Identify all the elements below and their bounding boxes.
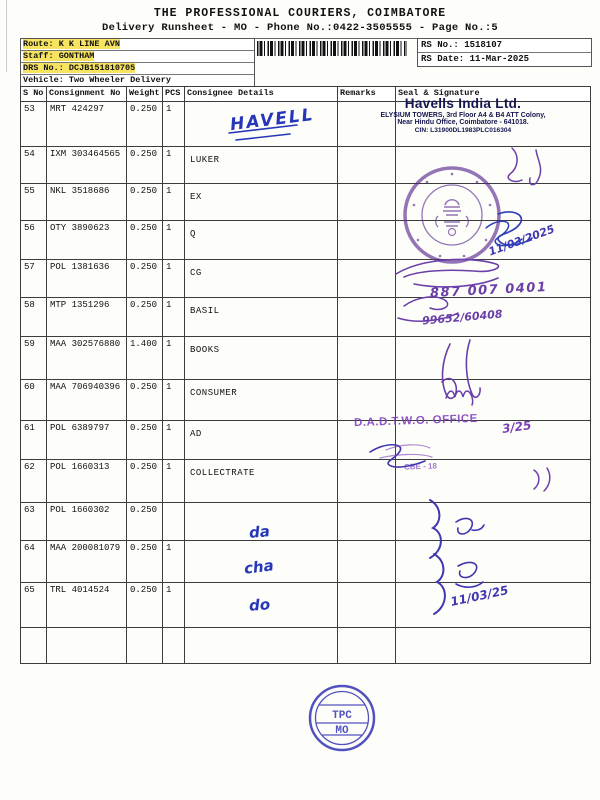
cell-consignee [185,102,338,147]
cell-weight: 1.400 [127,337,163,380]
handwritten-note-da: da [248,522,271,542]
handwritten-consignee-havell: HAVELL [229,104,316,136]
col-header-seal: Seal & Signature [396,87,591,102]
table-header-row [21,87,591,102]
company-title: THE PROFESSIONAL COURIERS, COIMBATORE [153,7,447,20]
cell-weight: 0.250 [127,421,163,460]
drs-line [21,62,254,74]
cell-sno: 56 [21,221,47,260]
cell-sno: 64 [21,541,47,583]
cell-consignment: POL 6389797 [47,421,127,460]
cell-consignment: MTP 1351296 [47,298,127,337]
cell-consignee [185,628,338,664]
col-header-remarks: Remarks [338,87,396,102]
cell-weight: 0.250 [127,541,163,583]
cell-consignment: POL 1660313 [47,460,127,503]
runsheet-subtitle: Delivery Runsheet - MO - Phone No.:0422-3505555 - Page No.:5 [101,22,499,34]
cell-consignee [185,541,338,583]
handwritten-note-cha: cha [243,556,275,578]
staff-line [21,50,254,62]
table-row [21,298,591,337]
office-stamp-line1: D.A.D.T.W.O. OFFICE [353,412,479,430]
cell-pcs: 1 [163,221,185,260]
cell-sno: 62 [21,460,47,503]
cell-pcs: 1 [163,380,185,421]
cell-consignee: Q [185,221,338,260]
cell-weight: 0.250 [127,503,163,541]
cell-consignee [185,503,338,541]
cell-pcs [163,628,185,664]
vehicle-label: Vehicle: Two Wheeler Delivery [23,75,171,85]
cell-seal [396,221,591,260]
cell-pcs: 1 [163,147,185,184]
cell-remarks [338,503,396,541]
cell-weight: 0.250 [127,583,163,628]
cell-pcs [163,503,185,541]
havells-stamp-cin: CIN: L31900DL1983PLC016304 [414,127,512,135]
cell-weight: 0.250 [127,460,163,503]
havells-stamp-name: Havells India Ltd. [404,96,522,111]
col-header-sno: S No [21,87,47,102]
cell-consignment: POL 1660302 [47,503,127,541]
cell-weight [127,628,163,664]
cell-sno: 53 [21,102,47,147]
col-header-consignee: Consignee Details [185,87,338,102]
table-row [21,380,591,421]
table-row [21,102,591,147]
cell-pcs: 1 [163,583,185,628]
cell-seal [396,541,591,583]
cell-sno [21,628,47,664]
cell-sno: 63 [21,503,47,541]
cell-pcs: 1 [163,184,185,221]
table-row [21,503,591,541]
cell-consignment: POL 1381636 [47,260,127,298]
route-label: Route: K K LINE AVN [23,39,120,49]
col-header-weight: Weight [127,87,163,102]
rs-date: RS Date: 11-Mar-2025 [418,52,591,66]
cell-weight: 0.250 [127,380,163,421]
cell-sno: 65 [21,583,47,628]
cell-sno: 59 [21,337,47,380]
barcode [257,41,407,56]
cell-remarks [338,184,396,221]
tpc-mo-stamp [310,686,374,750]
cell-remarks [338,583,396,628]
cell-sno: 61 [21,421,47,460]
cell-sno: 57 [21,260,47,298]
handwritten-note-do: do [248,595,271,615]
route-line [21,39,254,50]
cell-seal [396,102,591,147]
cell-consignment: TRL 4014524 [47,583,127,628]
table-row [21,460,591,503]
handwritten-fraction: 3/25 [501,418,533,436]
cell-remarks [338,421,396,460]
cell-consignment: NKL 3518686 [47,184,127,221]
cell-remarks [338,260,396,298]
col-header-pcs: PCS [163,87,185,102]
cell-remarks [338,147,396,184]
cell-seal [396,147,591,184]
cell-consignee: EX [185,184,338,221]
rs-info-box [417,38,592,67]
drs-number-label: DRS No.: DCJB151810705 [23,63,136,73]
table-row [21,421,591,460]
cell-consignee: CONSUMER [185,380,338,421]
cell-remarks [338,102,396,147]
table-row [21,260,591,298]
route-info-box [20,38,255,87]
cell-remarks [338,221,396,260]
table-row [21,541,591,583]
cell-consignment: MAA 200081079 [47,541,127,583]
cell-remarks [338,541,396,583]
tpc-stamp-top-label: TPC [332,710,352,722]
cell-pcs: 1 [163,260,185,298]
cell-pcs: 1 [163,421,185,460]
cell-pcs: 1 [163,337,185,380]
cell-remarks [338,380,396,421]
cell-seal [396,583,591,628]
cell-consignee: AD [185,421,338,460]
cell-consignee: CG [185,260,338,298]
cell-remarks [338,460,396,503]
cell-weight: 0.250 [127,298,163,337]
handwritten-phone: 887 007 0401 [429,279,548,302]
cell-pcs: 1 [163,298,185,337]
cell-consignment: MAA 302576880 [47,337,127,380]
cell-seal [396,503,591,541]
havells-stamp-address2: Near Hindu Office, Coimbatore - 641018. [397,119,529,127]
table-row [21,221,591,260]
table-row [21,337,591,380]
table-row [21,583,591,628]
staff-label: Staff: GONTHAM [23,51,95,61]
cell-sno: 55 [21,184,47,221]
cell-sno: 60 [21,380,47,421]
cell-pcs: 1 [163,541,185,583]
cell-consignee: BOOKS [185,337,338,380]
cell-seal [396,298,591,337]
cell-sno: 58 [21,298,47,337]
cell-weight: 0.250 [127,221,163,260]
handwritten-date-lower: 11/03/25 [449,583,510,609]
cell-weight: 0.250 [127,184,163,221]
cell-consignee: BASIL [185,298,338,337]
cell-remarks [338,337,396,380]
handwritten-date-upper: 11/03/2025 [486,222,557,259]
handwritten-number: 99652/60408 [421,307,503,328]
cell-pcs: 1 [163,460,185,503]
havells-stamp-address1: ELYSIUM TOWERS, 3rd Floor A4 & B4 ATT Colony, [380,111,546,119]
cell-weight: 0.250 [127,260,163,298]
vehicle-line [21,74,254,86]
cell-consignee [185,583,338,628]
table-row [21,628,591,664]
col-header-consignment: Consignment No [47,87,127,102]
table-row [21,147,591,184]
table-row [21,184,591,221]
cell-remarks [338,628,396,664]
cell-weight: 0.250 [127,147,163,184]
cell-consignment: OTY 3890623 [47,221,127,260]
cell-seal [396,184,591,221]
cell-seal [396,460,591,503]
cell-consignment: MAA 706940396 [47,380,127,421]
cell-consignee: COLLECTRATE [185,460,338,503]
cell-consignment: IXM 303464565 [47,147,127,184]
rs-number: RS No.: 1518107 [421,40,503,50]
delivery-table [20,86,591,664]
cell-consignment: MRT 424297 [47,102,127,147]
cell-remarks [338,298,396,337]
cell-sno: 54 [21,147,47,184]
cell-seal [396,260,591,298]
tpc-stamp-bottom-label: MO [335,725,349,737]
cell-seal [396,337,591,380]
office-stamp-line2: CBE - 18 [403,461,438,472]
cell-pcs: 1 [163,102,185,147]
cell-seal [396,628,591,664]
cell-seal [396,421,591,460]
cell-weight: 0.250 [127,102,163,147]
cell-consignee: LUKER [185,147,338,184]
cell-consignment [47,628,127,664]
cell-seal [396,380,591,421]
